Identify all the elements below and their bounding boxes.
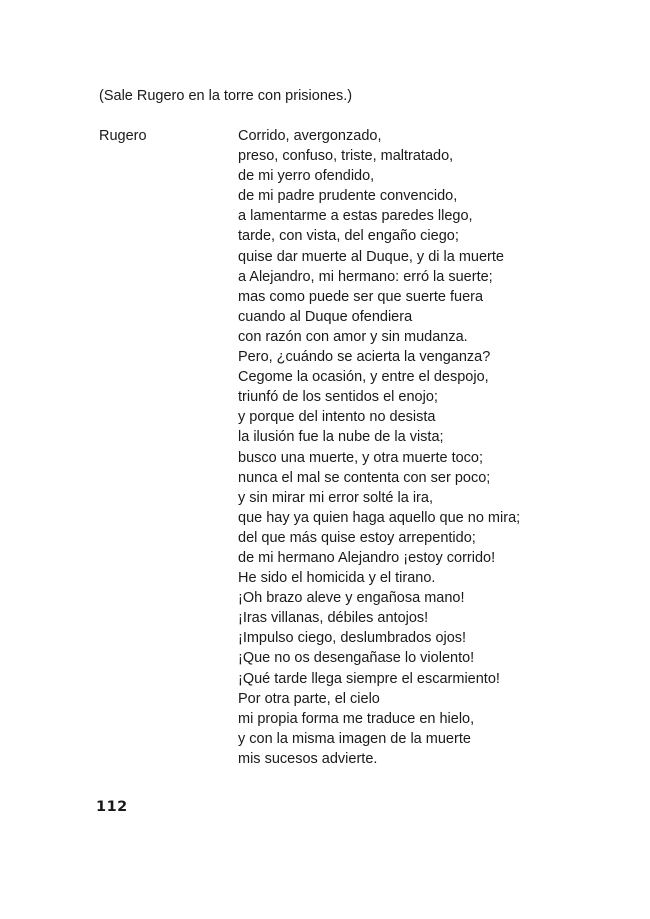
- verse-line: y porque del intento no desista: [238, 409, 436, 426]
- verse-line: nunca el mal se contenta con ser poco;: [238, 469, 491, 486]
- verse-line: ¡Iras villanas, débiles antojos!: [238, 610, 429, 627]
- verse-line: mis sucesos advierte.: [238, 750, 378, 767]
- verse-list: [238, 126, 520, 769]
- speaker-name: Rugero: [99, 128, 147, 144]
- verse-line: de mi hermano Alejandro ¡estoy corrido!: [238, 549, 496, 566]
- verse-line: de mi yerro ofendido,: [238, 168, 375, 185]
- verse-line: cuando al Duque ofendiera: [238, 308, 413, 325]
- verse-line: y sin mirar mi error solté la ira,: [238, 489, 433, 506]
- verse-line: a lamentarme a estas paredes llego,: [238, 208, 473, 225]
- verse-line: ¡Qué tarde llega siempre el escarmiento!: [238, 670, 500, 687]
- verse-line: que hay ya quien haga aquello que no mira;: [238, 509, 521, 526]
- verse-line: Por otra parte, el cielo: [238, 690, 380, 707]
- verse-line: del que más quise estoy arrepentido;: [238, 529, 476, 546]
- verse-line: ¡Oh brazo aleve y engañosa mano!: [238, 590, 465, 607]
- verse-line: mi propia forma me traduce en hielo,: [238, 710, 475, 727]
- verse-line: ¡Que no os desengañase lo violento!: [238, 650, 475, 667]
- verse-line: Corrido, avergonzado,: [238, 128, 382, 144]
- verse-line: He sido el homicida y el tirano.: [238, 570, 436, 587]
- verse-line: quise dar muerte al Duque, y di la muerte: [238, 248, 504, 265]
- page-number: 112: [96, 799, 128, 815]
- verse-line: Cegome la ocasión, y entre el despojo,: [238, 369, 489, 386]
- verse-line: de mi padre prudente convencido,: [238, 188, 458, 205]
- verse-line: la ilusión fue la nube de la vista;: [238, 429, 444, 446]
- verse-line: Pero, ¿cuándo se acierta la venganza?: [238, 349, 491, 366]
- verse-line: ¡Impulso ciego, deslumbrados ojos!: [238, 630, 467, 647]
- verse-line: con razón con amor y sin mudanza.: [238, 328, 468, 345]
- verse-line: preso, confuso, triste, maltratado,: [238, 148, 454, 165]
- verse-line: busco una muerte, y otra muerte toco;: [238, 449, 484, 466]
- verse-line: a Alejandro, mi hermano: erró la suerte;: [238, 268, 493, 285]
- verse-line: mas como puede ser que suerte fuera: [238, 288, 484, 305]
- verse-line: triunfó de los sentidos el enojo;: [238, 389, 438, 406]
- verse-line: tarde, con vista, del engaño ciego;: [238, 228, 459, 245]
- verse-line: y con la misma imagen de la muerte: [238, 730, 471, 747]
- stage-direction: (Sale Rugero en la torre con prisiones.): [99, 88, 353, 104]
